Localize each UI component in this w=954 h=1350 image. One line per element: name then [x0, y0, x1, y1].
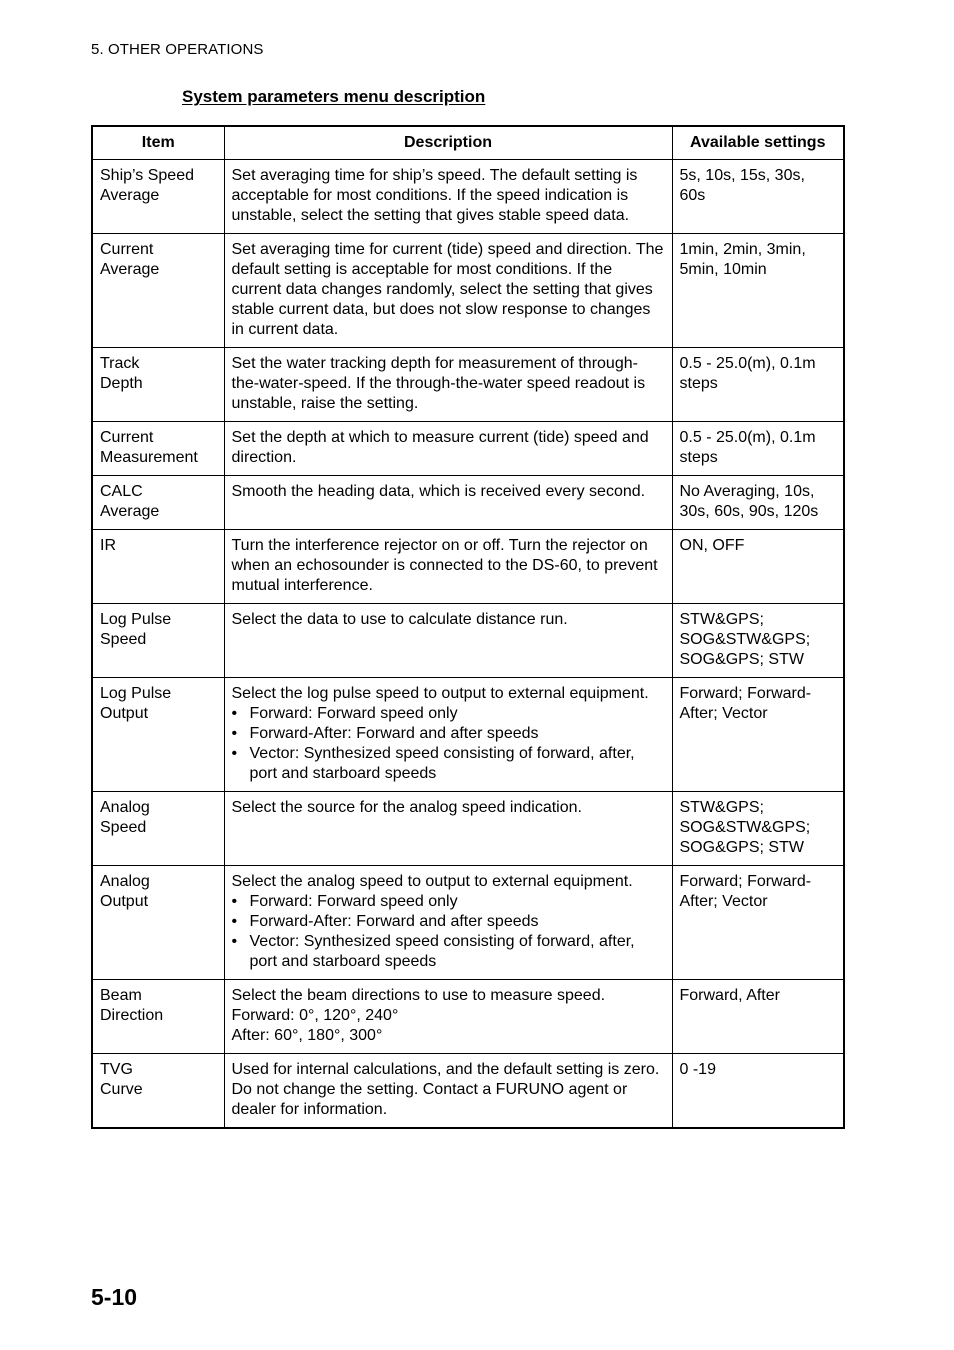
table-body — [92, 160, 844, 1129]
description-cell — [224, 422, 672, 476]
table-row — [92, 1054, 844, 1129]
section-title: System parameters menu description — [182, 87, 486, 106]
description-cell — [224, 678, 672, 792]
table-row — [92, 348, 844, 422]
available-settings-cell: 0.5 - 25.0(m), 0.1m steps — [672, 348, 844, 422]
description-text: Select the data to use to calculate distance run. — [231, 611, 568, 628]
available-settings-cell: 0.5 - 25.0(m), 0.1m steps — [672, 422, 844, 476]
description-cell — [224, 1054, 672, 1129]
available-settings-cell: 1min, 2min, 3min, 5min, 10min — [672, 234, 844, 348]
table-row — [92, 866, 844, 980]
option-bullet-list — [232, 704, 665, 784]
item-cell: Log Pulse Speed — [92, 604, 224, 678]
description-text: Select the log pulse speed to output to external equipment. — [231, 685, 649, 702]
description-text: After: 60°, 180°, 300° — [231, 1027, 383, 1044]
description-text: Smooth the heading data, which is received every second. — [231, 483, 646, 500]
option-bullet-item: • Forward: Forward speed only — [232, 892, 665, 912]
option-bullet-item: • Vector: Synthesized speed consisting of forward, after, port and starboard speeds — [232, 932, 665, 972]
description-text: Select the source for the analog speed indication. — [231, 799, 582, 816]
description-text: Turn the interference rejector on or off. Turn the rejector on when an echosounder is connected to the DS-60, to prevent mutual interference. — [231, 537, 658, 594]
available-settings-cell: Forward; Forward- After; Vector — [672, 866, 844, 980]
item-cell: TVG Curve — [92, 1054, 224, 1129]
table-header-row — [92, 126, 844, 160]
available-settings-cell: 5s, 10s, 15s, 30s, 60s — [672, 160, 844, 234]
description-text: Forward: 0°, 120°, 240° — [231, 1007, 399, 1024]
table-row — [92, 604, 844, 678]
available-settings-cell: STW&GPS; SOG&STW&GPS; SOG&GPS; STW — [672, 604, 844, 678]
item-cell: IR — [92, 530, 224, 604]
option-bullet-item: • Forward: Forward speed only — [232, 704, 665, 724]
item-cell: Ship’s Speed Average — [92, 160, 224, 234]
table-row — [92, 234, 844, 348]
description-text: Set the depth at which to measure current (tide) speed and direction. — [231, 429, 649, 466]
system-parameters-table — [91, 125, 845, 1129]
table-row — [92, 476, 844, 530]
column-header-available-settings: Available settings — [672, 126, 844, 160]
description-text: Set averaging time for ship’s speed. The default setting is acceptable for most conditions. If the speed indication is unstable, select the setting that gives stable speed data. — [231, 167, 638, 224]
option-bullet-list — [232, 892, 665, 972]
item-cell: Analog Speed — [92, 792, 224, 866]
option-bullet-item: • Forward-After: Forward and after speeds — [232, 724, 665, 744]
description-cell — [224, 476, 672, 530]
description-text: Select the analog speed to output to external equipment. — [231, 873, 633, 890]
item-cell: Analog Output — [92, 866, 224, 980]
description-cell — [224, 530, 672, 604]
description-cell — [224, 348, 672, 422]
description-cell — [224, 866, 672, 980]
available-settings-cell: ON, OFF — [672, 530, 844, 604]
description-cell — [224, 604, 672, 678]
table-row — [92, 980, 844, 1054]
table-row — [92, 678, 844, 792]
item-cell: Beam Direction — [92, 980, 224, 1054]
table-row — [92, 422, 844, 476]
available-settings-cell: No Averaging, 10s, 30s, 60s, 90s, 120s — [672, 476, 844, 530]
item-cell: Track Depth — [92, 348, 224, 422]
available-settings-cell: Forward; Forward- After; Vector — [672, 678, 844, 792]
description-cell — [224, 980, 672, 1054]
description-cell — [224, 792, 672, 866]
available-settings-cell: Forward, After — [672, 980, 844, 1054]
running-header: 5. OTHER OPERATIONS — [91, 41, 264, 58]
item-cell: CALC Average — [92, 476, 224, 530]
description-text: Used for internal calculations, and the default setting is zero. Do not change the setting. Contact a FURUNO agent or dealer for information. — [231, 1061, 660, 1118]
description-cell — [224, 160, 672, 234]
description-text: Set the water tracking depth for measurement of through-the-water-speed. If the through-the-water speed readout is unstable, raise the setting. — [231, 355, 646, 412]
column-header-description: Description — [224, 126, 672, 160]
description-text: Set averaging time for current (tide) speed and direction. The default setting is acceptable for most conditions. If the current data changes randomly, select the setting that gives stable current data, but does not slow response to changes in current data. — [231, 241, 664, 338]
option-bullet-item: • Forward-After: Forward and after speeds — [232, 912, 665, 932]
table-row — [92, 160, 844, 234]
option-bullet-item: • Vector: Synthesized speed consisting of forward, after, port and starboard speeds — [232, 744, 665, 784]
page-number: 5-10 — [91, 1284, 138, 1310]
item-cell: Log Pulse Output — [92, 678, 224, 792]
available-settings-cell: STW&GPS; SOG&STW&GPS; SOG&GPS; STW — [672, 792, 844, 866]
table-row — [92, 792, 844, 866]
available-settings-cell: 0 -19 — [672, 1054, 844, 1129]
table-row — [92, 530, 844, 604]
description-cell — [224, 234, 672, 348]
item-cell: Current Measurement — [92, 422, 224, 476]
description-text: Select the beam directions to use to measure speed. — [231, 987, 606, 1004]
item-cell: Current Average — [92, 234, 224, 348]
column-header-item: Item — [92, 126, 224, 160]
